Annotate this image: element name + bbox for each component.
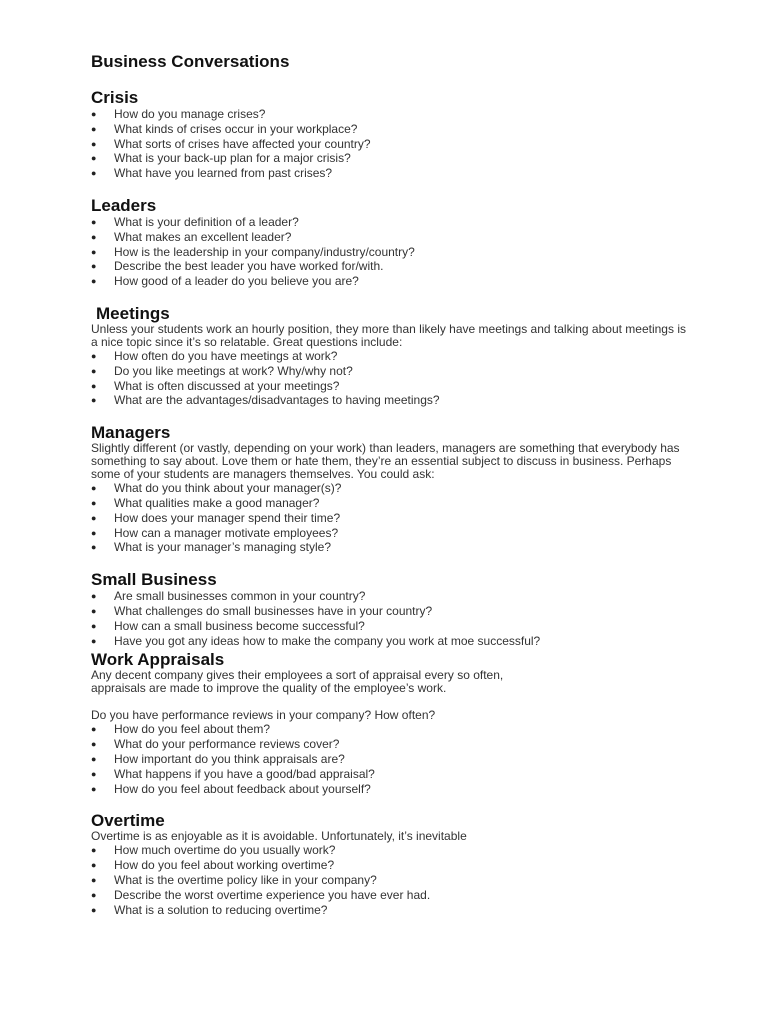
list-item: ● Describe the worst overtime experience you have ever had. [91,887,431,902]
bullet-icon: ● [91,168,97,179]
section-leaders [91,196,691,289]
section-small-business [91,570,691,648]
bullet-icon: ● [91,109,97,119]
bullet-icon: ● [91,153,97,164]
section-heading-leaders: Leaders [91,195,157,215]
section-heading-work-appraisals: Work Appraisals [91,650,225,670]
list-item: ● What is your definition of a leader? [91,214,299,229]
bullet-icon: ● [91,123,97,134]
section-intro: Overtime is as enjoyable as it is avoidable. Unfortunately, it’s inevitable [91,829,467,844]
bullet-icon: ● [91,512,97,523]
list-item: ● How much overtime do you usually work? [91,843,336,858]
list-item: ● How important do you think appraisals are? [91,751,345,766]
section-heading-meetings: Meetings [96,303,170,323]
bullet-icon: ● [91,246,97,257]
bullet-icon: ● [91,395,97,406]
bullet-icon: ● [91,753,97,764]
section-heading-managers: Managers [91,423,171,443]
section-heading-crisis: Crisis [91,88,139,107]
list-item: ● What have you learned from past crises? [91,166,333,181]
bullet-icon: ● [91,216,97,227]
bullet-icon: ● [91,350,97,361]
bullet-icon: ● [91,724,97,735]
question-list-overtime [91,843,691,917]
list-item: ● What sorts of crises have affected your country? [91,136,371,151]
bullet-icon: ● [91,605,97,616]
question-list-small-business [91,589,691,648]
list-item: ● What is your back-up plan for a major crisis? [91,151,351,166]
document-page [91,51,691,932]
question-list-meetings [91,349,691,408]
section-managers [91,423,691,555]
bullet-icon: ● [91,261,97,272]
section-intro: Any decent company gives their employees a sort of appraisal every so often, appraisals are made to improve the quality of the employee’s work. [91,668,504,696]
bullet-icon: ● [91,768,97,779]
bullet-icon: ● [91,860,97,871]
list-item: ● Describe the best leader you have worked for/with. [91,259,384,274]
document-title: Business Conversations [91,52,290,71]
list-item: ● How can a manager motivate employees? [91,525,339,540]
section-intro: Unless your students work an hourly position, they more than likely have meetings and talking about meetings is a nice topic since it’s so relatable. Great questions include: [91,321,686,349]
list-item: ● How do you manage crises? [91,107,266,121]
bullet-icon: ● [91,542,97,553]
bullet-icon: ● [91,889,97,900]
list-item: ● What do your performance reviews cover? [91,737,340,752]
bullet-icon: ● [91,276,97,287]
list-item: ● What are the advantages/disadvantages to having meetings? [91,393,440,408]
bullet-icon: ● [91,380,97,391]
list-item: ● Do you like meetings at work? Why/why not? [91,363,353,378]
question-list-crisis [91,107,691,181]
bullet-icon: ● [91,783,97,794]
list-item: ● What is a solution to reducing overtime? [91,902,328,917]
list-item: ● How is the leadership in your company/industry/country? [91,244,415,259]
list-item: ● What makes an excellent leader? [91,229,292,244]
section-crisis [91,88,691,181]
question-list-leaders [91,215,691,289]
list-item: ● Have you got any ideas how to make the company you work at moe successful? [91,633,541,648]
bullet-icon: ● [91,845,97,856]
list-item: ● What is your manager’s managing style? [91,540,331,555]
section-overtime [91,811,691,917]
bullet-icon: ● [91,635,97,646]
bullet-icon: ● [91,874,97,885]
question-list-managers [91,481,691,555]
list-item: ● What do you think about your manager(s)? [91,481,342,496]
list-item: ● How good of a leader do you believe you are? [91,274,359,289]
list-item: ● What is often discussed at your meetings? [91,378,340,393]
bullet-icon: ● [91,527,97,538]
list-item: ● Are small businesses common in your country? [91,589,366,604]
section-meetings [91,304,691,408]
list-item: ● What kinds of crises occur in your workplace? [91,121,358,136]
bullet-icon: ● [91,138,97,149]
section-heading-overtime: Overtime [91,811,165,831]
question-list-work-appraisals [91,722,691,796]
list-item: ● What challenges do small businesses have in your country? [91,603,433,618]
section-intro-question: Do you have performance reviews in your company? How often? [91,708,436,723]
list-item: ● How often do you have meetings at work? [91,348,338,363]
bullet-icon: ● [91,591,97,602]
section-work-appraisals [91,650,691,796]
list-item: ● What is the overtime policy like in your company? [91,872,377,887]
bullet-icon: ● [91,497,97,508]
bullet-icon: ● [91,365,97,376]
section-heading-small-business: Small Business [91,570,217,590]
list-item: ● How does your manager spend their time? [91,510,341,525]
bullet-icon: ● [91,483,97,494]
list-item: ● How do you feel about them? [91,722,271,737]
list-item: ● How do you feel about feedback about yourself? [91,781,371,796]
list-item: ● What happens if you have a good/bad appraisal? [91,766,375,781]
list-item: ● How can a small business become successful? [91,618,365,633]
bullet-icon: ● [91,620,97,631]
bullet-icon: ● [91,231,97,242]
list-item: ● What qualities make a good manager? [91,495,320,510]
section-intro: Slightly different (or vastly, depending on your work) than leaders, managers are something that everybody has something to say about. Love them or hate them, they’re an essential subject to discuss in business. Perhaps some of your students are managers themselves. You could ask: [91,441,680,482]
bullet-icon: ● [91,904,97,915]
bullet-icon: ● [91,739,97,750]
list-item: ● How do you feel about working overtime? [91,858,335,873]
